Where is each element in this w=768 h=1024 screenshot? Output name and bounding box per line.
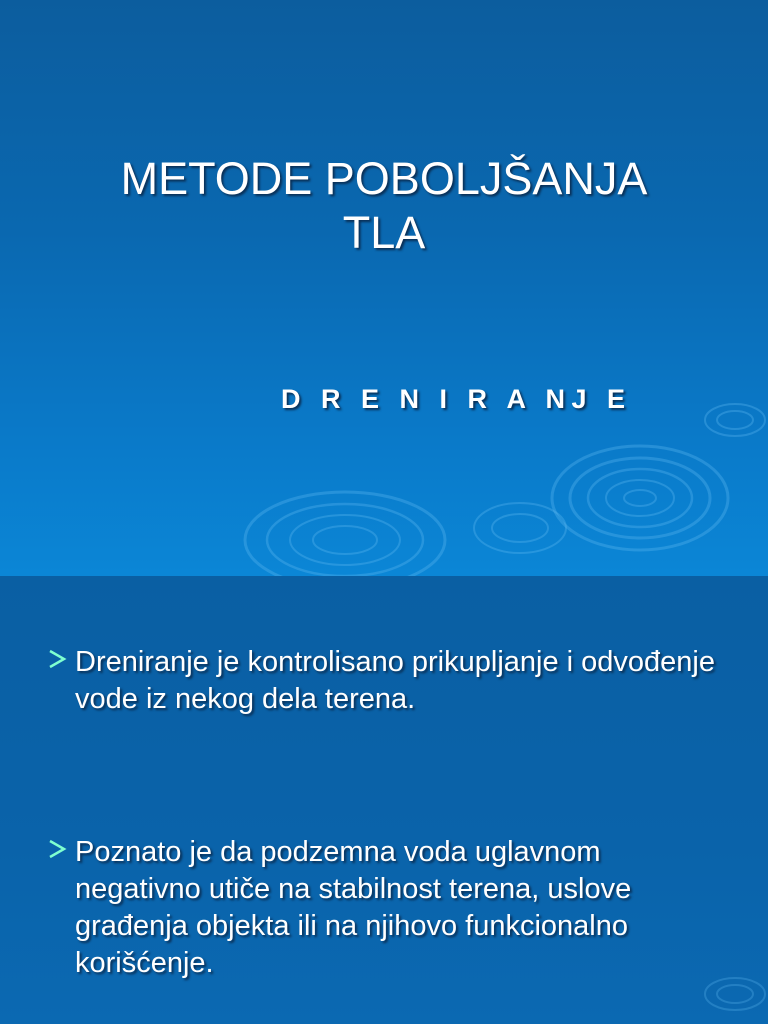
- bullet-text: Poznato je da podzemna voda uglavnom negativno utiče na stabilnost terena, uslove građenja objekta ili na njihovo funkcionalno korišćenje.: [75, 836, 632, 979]
- arrow-bullet-icon: [46, 648, 68, 670]
- slide-title: [0, 152, 768, 260]
- title-line-2: TLA: [342, 207, 426, 258]
- bullet-item: [46, 644, 726, 718]
- slide-subtitle: D R E N I R A NJ E: [281, 384, 632, 414]
- title-line-1: METODE POBOLJŠANJA: [120, 153, 648, 204]
- arrow-bullet-icon: [46, 838, 68, 860]
- bullet-item: [46, 834, 726, 982]
- bullet-text: Dreniranje je kontrolisano prikupljanje i odvođenje vode iz nekog dela terena.: [75, 646, 715, 715]
- content-slide: [0, 576, 768, 1024]
